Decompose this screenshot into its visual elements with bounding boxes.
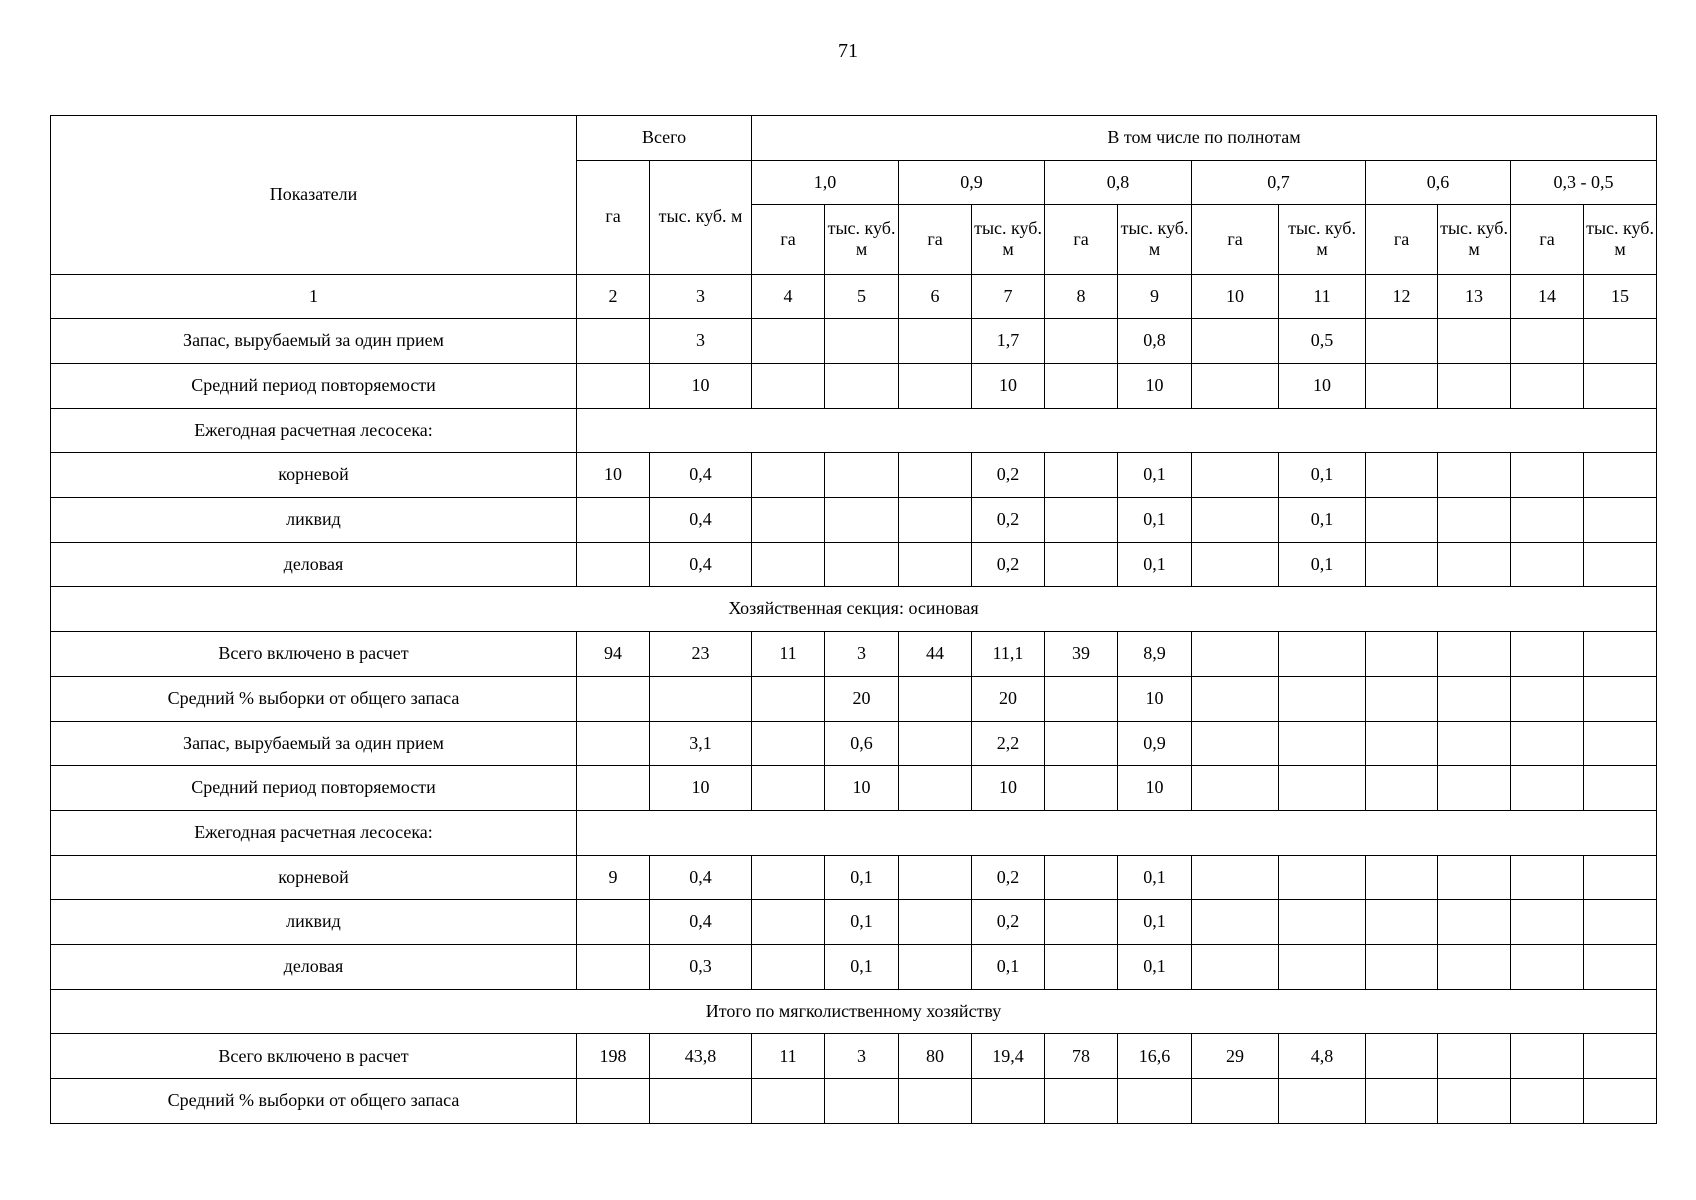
table-cell (1584, 1034, 1657, 1079)
table-cell (1366, 676, 1438, 721)
table-cell (1045, 1079, 1118, 1124)
table-cell (1438, 900, 1511, 945)
table-cell (577, 363, 650, 408)
column-number: 15 (1584, 274, 1657, 319)
table-cell (899, 900, 972, 945)
table-cell (1584, 766, 1657, 811)
table-cell (1584, 721, 1657, 766)
table-cell (577, 900, 650, 945)
table-cell: 0,2 (972, 498, 1045, 543)
table-cell (1584, 676, 1657, 721)
table-cell: 198 (577, 1034, 650, 1079)
row-label: Средний период повторяемости (51, 766, 577, 811)
table-cell (1279, 855, 1366, 900)
unit-ha: га (1192, 205, 1279, 274)
row-label: корневой (51, 453, 577, 498)
table-cell (1366, 542, 1438, 587)
table-cell (577, 319, 650, 364)
table-cell (899, 363, 972, 408)
table-cell: 20 (825, 676, 899, 721)
table-cell: 0,2 (972, 453, 1045, 498)
table-cell (1045, 498, 1118, 543)
table-cell (1192, 542, 1279, 587)
table-cell: 0,4 (650, 855, 752, 900)
table-row (51, 900, 1657, 945)
table-cell (1192, 453, 1279, 498)
table-cell (1192, 498, 1279, 543)
table-cell (752, 900, 825, 945)
table-cell: 3 (650, 319, 752, 364)
table-cell: 0,2 (972, 855, 1045, 900)
unit-ha: га (752, 205, 825, 274)
table-cell (1279, 632, 1366, 677)
table-cell: 94 (577, 632, 650, 677)
table-cell (972, 1079, 1045, 1124)
column-number: 13 (1438, 274, 1511, 319)
header-density-0-7: 0,7 (1192, 160, 1366, 205)
table-cell (1045, 319, 1118, 364)
table-cell (1192, 721, 1279, 766)
row-label: Ежегодная расчетная лесосека: (51, 810, 577, 855)
table-cell (577, 1079, 650, 1124)
table-cell: 10 (650, 363, 752, 408)
table-cell (1366, 945, 1438, 990)
table-cell (1045, 542, 1118, 587)
table-cell (1511, 766, 1584, 811)
row-label: ликвид (51, 498, 577, 543)
table-cell (1366, 721, 1438, 766)
column-number: 9 (1118, 274, 1192, 319)
table-row (51, 632, 1657, 677)
table-row (51, 1079, 1657, 1124)
table-cell (1192, 319, 1279, 364)
table-cell (1045, 855, 1118, 900)
table-cell (1511, 498, 1584, 543)
table-cell (577, 676, 650, 721)
column-number: 11 (1279, 274, 1366, 319)
table-cell (1279, 945, 1366, 990)
table-cell (1584, 542, 1657, 587)
table-cell (825, 319, 899, 364)
table-cell (1045, 363, 1118, 408)
table-row (51, 721, 1657, 766)
unit-volume: тыс. куб. м (1584, 205, 1657, 274)
table-cell (1438, 632, 1511, 677)
table-cell: 0,1 (972, 945, 1045, 990)
empty-merged-cell (577, 408, 1657, 453)
table-cell: 0,1 (825, 945, 899, 990)
table-cell (1511, 632, 1584, 677)
row-label: Средний период повторяемости (51, 363, 577, 408)
table-cell: 20 (972, 676, 1045, 721)
table-cell: 11,1 (972, 632, 1045, 677)
table-cell: 10 (972, 363, 1045, 408)
section-title: Хозяйственная секция: осиновая (51, 587, 1657, 632)
unit-ha: га (1366, 205, 1438, 274)
table-cell (1584, 632, 1657, 677)
table-cell (899, 453, 972, 498)
section-title: Итого по мягколиственному хозяйству (51, 989, 1657, 1034)
table-cell: 0,2 (972, 900, 1045, 945)
table-cell (1438, 542, 1511, 587)
table-cell (1366, 900, 1438, 945)
table-cell (1279, 676, 1366, 721)
column-number: 14 (1511, 274, 1584, 319)
column-number: 3 (650, 274, 752, 319)
table-cell (1584, 319, 1657, 364)
table-cell: 0,1 (1279, 498, 1366, 543)
table-cell: 10 (1118, 363, 1192, 408)
unit-volume: тыс. куб. м (1438, 205, 1511, 274)
table-cell (752, 542, 825, 587)
table-cell (1584, 363, 1657, 408)
table-cell (1511, 319, 1584, 364)
allowable-cut-table (50, 115, 1657, 1124)
table-cell (825, 542, 899, 587)
table-cell (1118, 1079, 1192, 1124)
table-cell (1366, 1079, 1438, 1124)
table-cell (752, 319, 825, 364)
table-cell (752, 363, 825, 408)
table-cell: 10 (650, 766, 752, 811)
table-cell (899, 721, 972, 766)
table-cell (1511, 855, 1584, 900)
column-number: 5 (825, 274, 899, 319)
table-cell: 0,1 (1279, 542, 1366, 587)
table-cell (1438, 453, 1511, 498)
table-cell (752, 453, 825, 498)
table-cell (1045, 453, 1118, 498)
table-cell (1438, 676, 1511, 721)
header-total-ha: га (577, 160, 650, 274)
table-cell: 0,1 (825, 855, 899, 900)
table-cell: 0,4 (650, 453, 752, 498)
table-cell (1511, 945, 1584, 990)
table-cell (752, 766, 825, 811)
table-cell (1511, 1034, 1584, 1079)
table-row (51, 319, 1657, 364)
table-cell (577, 542, 650, 587)
table-cell: 43,8 (650, 1034, 752, 1079)
table-cell (899, 542, 972, 587)
table-cell (1366, 453, 1438, 498)
subheading-row (51, 408, 1657, 453)
table-cell (1438, 1034, 1511, 1079)
table-cell: 0,1 (1118, 498, 1192, 543)
table-cell: 80 (899, 1034, 972, 1079)
column-number: 12 (1366, 274, 1438, 319)
row-label: Ежегодная расчетная лесосека: (51, 408, 577, 453)
table-row (51, 855, 1657, 900)
table-cell (899, 676, 972, 721)
table-cell (1366, 855, 1438, 900)
row-label: Запас, вырубаемый за один прием (51, 319, 577, 364)
table-cell: 78 (1045, 1034, 1118, 1079)
header-by-density: В том числе по полнотам (752, 116, 1657, 161)
table-cell (1366, 632, 1438, 677)
table-cell (1192, 900, 1279, 945)
empty-merged-cell (577, 810, 1657, 855)
table-cell: 19,4 (972, 1034, 1045, 1079)
row-label: Всего включено в расчет (51, 1034, 577, 1079)
table-cell: 10 (1118, 676, 1192, 721)
table-cell: 1,7 (972, 319, 1045, 364)
table-cell: 2,2 (972, 721, 1045, 766)
header-density-1-0: 1,0 (752, 160, 899, 205)
table-cell: 0,8 (1118, 319, 1192, 364)
unit-volume: тыс. куб. м (1279, 205, 1366, 274)
table-cell: 11 (752, 1034, 825, 1079)
table-cell (1192, 945, 1279, 990)
header-density-0-9: 0,9 (899, 160, 1045, 205)
table-cell (752, 945, 825, 990)
table-cell (1279, 1079, 1366, 1124)
table-cell (752, 1079, 825, 1124)
table-cell: 0,4 (650, 498, 752, 543)
row-label: корневой (51, 855, 577, 900)
table-row (51, 676, 1657, 721)
table-cell: 39 (1045, 632, 1118, 677)
table-cell (1438, 721, 1511, 766)
table-cell (1279, 721, 1366, 766)
unit-volume: тыс. куб. м (972, 205, 1045, 274)
subheading-row (51, 810, 1657, 855)
row-label: Всего включено в расчет (51, 632, 577, 677)
table-cell: 0,2 (972, 542, 1045, 587)
table-cell (752, 855, 825, 900)
table-cell (1279, 900, 1366, 945)
column-number: 10 (1192, 274, 1279, 319)
table-row (51, 363, 1657, 408)
table-cell (899, 498, 972, 543)
table-cell (1511, 542, 1584, 587)
unit-volume: тыс. куб. м (825, 205, 899, 274)
table-cell: 4,8 (1279, 1034, 1366, 1079)
table-cell (1511, 453, 1584, 498)
table-cell: 0,1 (1118, 855, 1192, 900)
table-cell (1584, 1079, 1657, 1124)
header-density-0-8: 0,8 (1045, 160, 1192, 205)
table-cell (899, 766, 972, 811)
table-cell (899, 855, 972, 900)
table-cell: 3 (825, 632, 899, 677)
table-cell (1438, 498, 1511, 543)
table-cell: 10 (972, 766, 1045, 811)
table-cell (1511, 721, 1584, 766)
table-cell (1045, 676, 1118, 721)
table-cell (1192, 676, 1279, 721)
header-total: Всего (577, 116, 752, 161)
column-number: 1 (51, 274, 577, 319)
table-cell: 3,1 (650, 721, 752, 766)
table-cell: 0,6 (825, 721, 899, 766)
table-cell: 0,1 (1279, 453, 1366, 498)
column-number-row (51, 274, 1657, 319)
table-cell (1584, 498, 1657, 543)
page-number: 71 (838, 40, 858, 62)
table-cell (899, 1079, 972, 1124)
table-cell: 23 (650, 632, 752, 677)
table-cell (825, 363, 899, 408)
table-cell (1584, 453, 1657, 498)
unit-ha: га (899, 205, 972, 274)
table-cell (1511, 363, 1584, 408)
table-cell (1438, 855, 1511, 900)
table-cell: 0,9 (1118, 721, 1192, 766)
section-row (51, 587, 1657, 632)
table-row (51, 542, 1657, 587)
table-cell: 9 (577, 855, 650, 900)
table-row (51, 453, 1657, 498)
table-cell: 0,1 (1118, 900, 1192, 945)
table-cell (1045, 766, 1118, 811)
table-cell: 44 (899, 632, 972, 677)
table-cell (752, 676, 825, 721)
table-cell (1366, 363, 1438, 408)
table-cell (1438, 363, 1511, 408)
column-number: 8 (1045, 274, 1118, 319)
table-cell (1366, 1034, 1438, 1079)
table-cell (899, 319, 972, 364)
unit-volume: тыс. куб. м (1118, 205, 1192, 274)
table-cell (1584, 900, 1657, 945)
row-label: деловая (51, 542, 577, 587)
table-cell (1045, 721, 1118, 766)
unit-ha: га (1511, 205, 1584, 274)
table-cell (1192, 632, 1279, 677)
table-cell (1366, 766, 1438, 811)
table-cell: 10 (577, 453, 650, 498)
column-number: 6 (899, 274, 972, 319)
column-number: 2 (577, 274, 650, 319)
table-cell (650, 1079, 752, 1124)
table-cell (825, 498, 899, 543)
table-cell (825, 453, 899, 498)
table-cell: 11 (752, 632, 825, 677)
table-cell: 0,3 (650, 945, 752, 990)
table-cell: 10 (1279, 363, 1366, 408)
table-cell (1438, 319, 1511, 364)
row-label: ликвид (51, 900, 577, 945)
table-cell (899, 945, 972, 990)
table-cell: 0,1 (1118, 945, 1192, 990)
table-cell: 10 (1118, 766, 1192, 811)
table-row (51, 1034, 1657, 1079)
table-cell (1438, 1079, 1511, 1124)
table-cell: 0,1 (1118, 453, 1192, 498)
table-cell (1511, 1079, 1584, 1124)
table-cell: 0,5 (1279, 319, 1366, 364)
table-cell: 3 (825, 1034, 899, 1079)
table-cell (825, 1079, 899, 1124)
table-cell (577, 498, 650, 543)
table-cell (577, 721, 650, 766)
header-total-volume: тыс. куб. м (650, 160, 752, 274)
table-cell (1511, 900, 1584, 945)
table-cell (1045, 900, 1118, 945)
table-cell (577, 766, 650, 811)
unit-ha: га (1045, 205, 1118, 274)
table-cell (1438, 945, 1511, 990)
section-row (51, 989, 1657, 1034)
table-cell (1438, 766, 1511, 811)
table-row (51, 498, 1657, 543)
header-density-0-3-0-5: 0,3 - 0,5 (1511, 160, 1657, 205)
table-cell (1192, 1079, 1279, 1124)
row-label: Средний % выборки от общего запаса (51, 676, 577, 721)
table-cell (1511, 676, 1584, 721)
table-cell (1192, 855, 1279, 900)
table-cell: 0,4 (650, 900, 752, 945)
table-row (51, 766, 1657, 811)
table-cell: 0,1 (825, 900, 899, 945)
table-cell (1279, 766, 1366, 811)
column-number: 7 (972, 274, 1045, 319)
table-cell: 0,1 (1118, 542, 1192, 587)
table-cell: 29 (1192, 1034, 1279, 1079)
table-cell: 16,6 (1118, 1034, 1192, 1079)
table-cell (1192, 766, 1279, 811)
table-cell (1045, 945, 1118, 990)
table-cell (650, 676, 752, 721)
table-cell (752, 498, 825, 543)
row-label: Средний % выборки от общего запаса (51, 1079, 577, 1124)
table-cell (1366, 319, 1438, 364)
table-cell (1192, 363, 1279, 408)
table-cell (752, 721, 825, 766)
table-cell: 0,4 (650, 542, 752, 587)
table-cell (1584, 945, 1657, 990)
header-row-1 (51, 116, 1657, 161)
header-density-0-6: 0,6 (1366, 160, 1511, 205)
table-cell (1366, 498, 1438, 543)
header-indicator: Показатели (51, 116, 577, 275)
table-row (51, 945, 1657, 990)
table-cell: 10 (825, 766, 899, 811)
row-label: Запас, вырубаемый за один прием (51, 721, 577, 766)
row-label: деловая (51, 945, 577, 990)
table-cell (577, 945, 650, 990)
column-number: 4 (752, 274, 825, 319)
table-cell (1584, 855, 1657, 900)
table-cell: 8,9 (1118, 632, 1192, 677)
